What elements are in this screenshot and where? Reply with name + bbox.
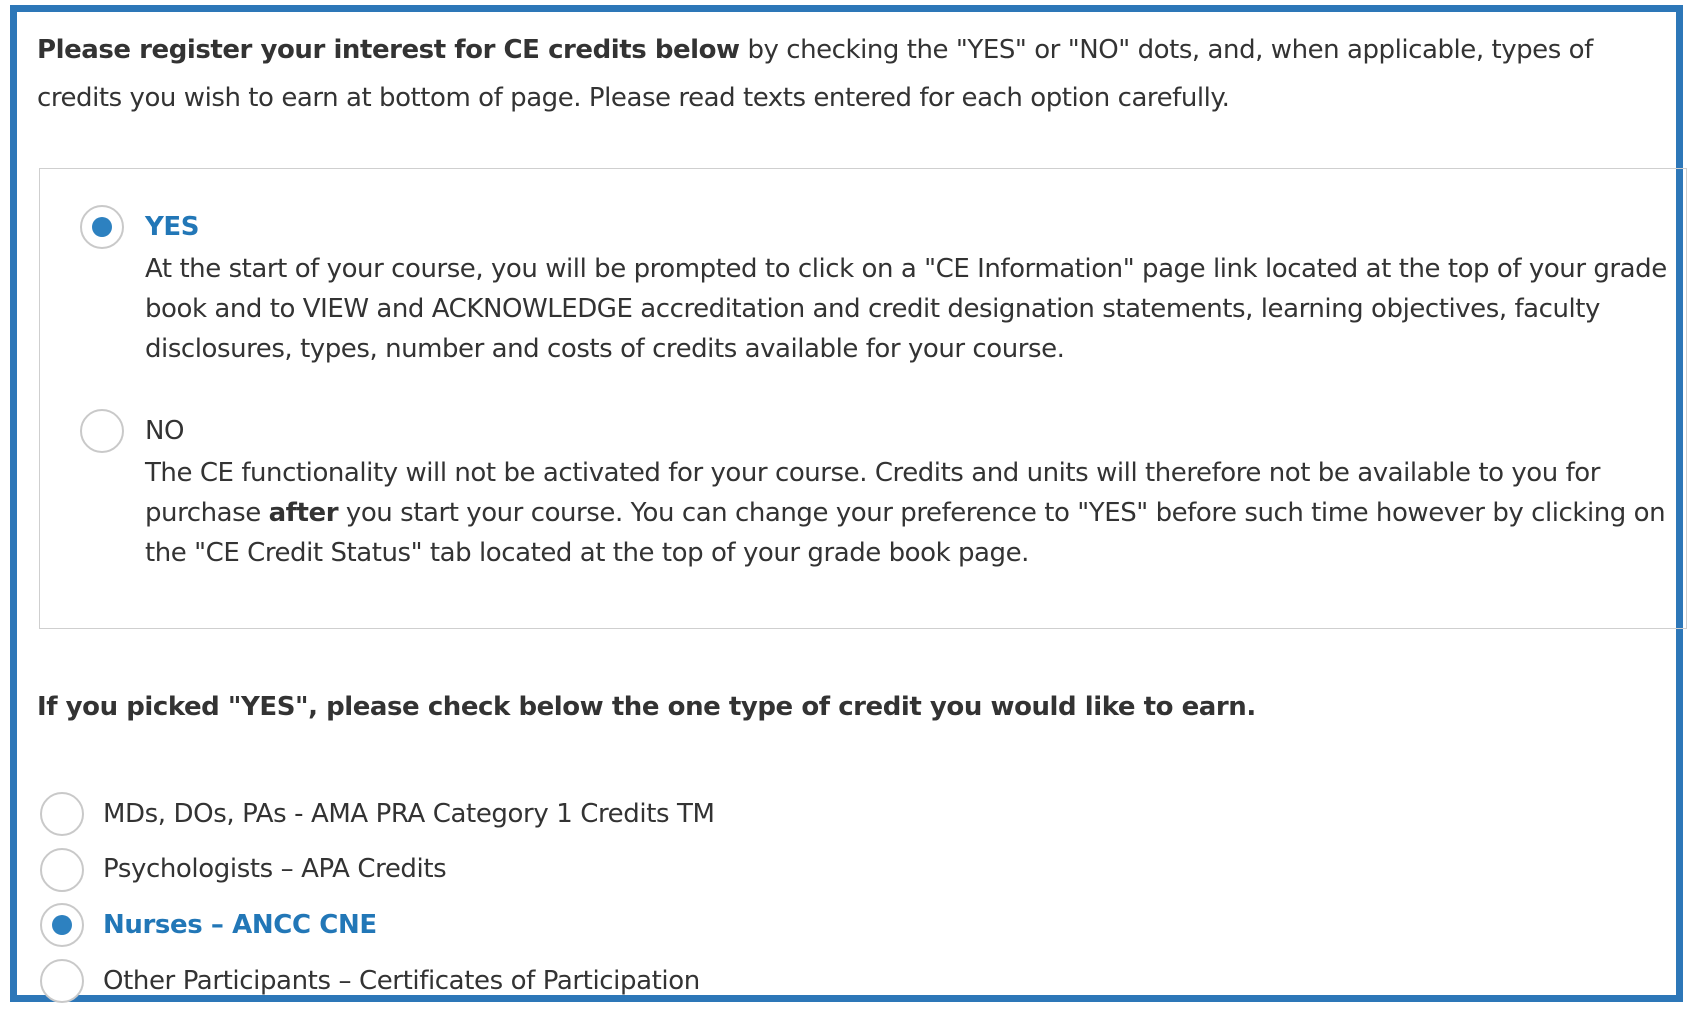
- credit-ama-radio[interactable]: [40, 792, 84, 836]
- no-description-part-2: you start your course. You can change your preference to "YES" before such time however by clicking on the "CE Credit Status" tab located at the top of your grade book page.: [145, 498, 1666, 568]
- credit-ancc-label[interactable]: Nurses – ANCC CNE: [103, 910, 377, 940]
- no-radio[interactable]: [80, 409, 124, 453]
- yes-label[interactable]: YES: [145, 212, 200, 242]
- yes-radio[interactable]: [80, 205, 124, 249]
- credit-type-heading: If you picked "YES", please check below the one type of credit you would like to earn.: [37, 692, 1256, 722]
- credit-ancc-radio[interactable]: [40, 903, 84, 947]
- no-description: [145, 453, 1702, 573]
- no-description-bold: after: [268, 498, 339, 528]
- intro-rest-text: by checking the "YES" or "NO" dots, and, when applicable, types of credits you wish to earn at bottom of page. Please read texts entered for each option carefully.: [37, 35, 1593, 113]
- credit-apa-label[interactable]: Psychologists – APA Credits: [103, 854, 447, 884]
- credit-other-label[interactable]: Other Participants – Certificates of Participation: [103, 966, 700, 996]
- intro-bold-text: Please register your interest for CE credits below: [37, 35, 740, 65]
- credit-ama-label[interactable]: MDs, DOs, PAs - AMA PRA Category 1 Credits TM: [103, 799, 715, 829]
- ce-interest-group: [39, 168, 1687, 629]
- credit-other-radio[interactable]: [40, 959, 84, 1003]
- yes-description: At the start of your course, you will be prompted to click on a "CE Information" page link located at the top of your grade book and to VIEW and ACKNOWLEDGE accreditation and credit designation statements, learning objectives, faculty disclosures, types, number and costs of credits available for your course.: [145, 254, 1667, 364]
- no-label[interactable]: NO: [145, 416, 185, 446]
- intro-text: [37, 26, 1667, 122]
- ce-registration-panel: [10, 5, 1683, 1002]
- no-description-part-1: The CE functionality will not be activated for your course. Credits and units will therefore not be available to you for purchase: [145, 458, 1600, 528]
- credit-apa-radio[interactable]: [40, 848, 84, 892]
